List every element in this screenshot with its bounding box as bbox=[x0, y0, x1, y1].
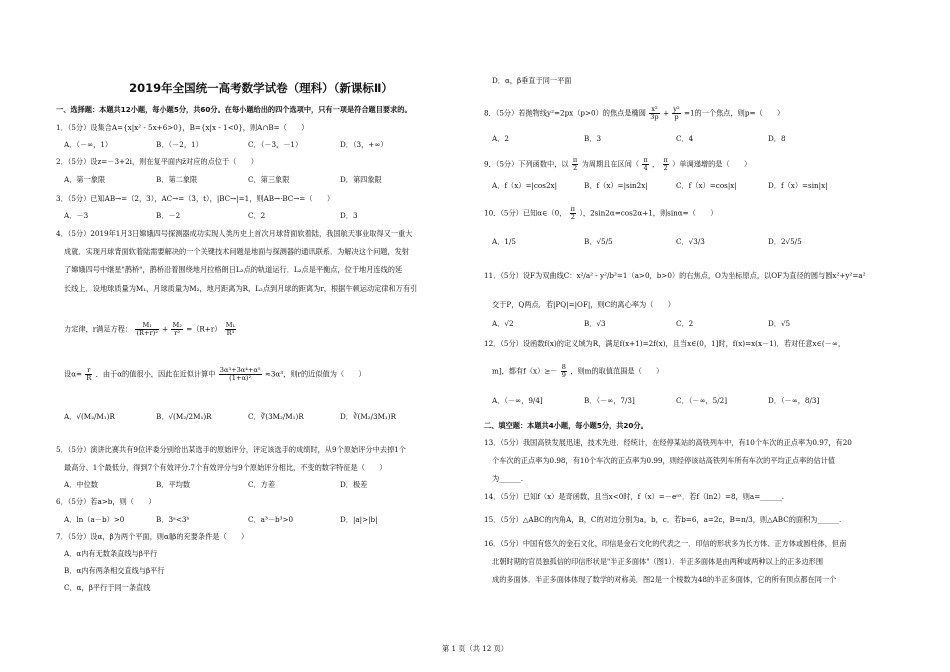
q12-option-c[interactable]: C．（－∞，5/2] bbox=[676, 396, 728, 405]
q3-option-b[interactable]: B．－2 bbox=[156, 211, 181, 220]
q7-option-b[interactable]: B．α内有两条相交直线与β平行 bbox=[64, 566, 165, 575]
q12-option-b[interactable]: B．（－∞，7/3] bbox=[584, 396, 635, 405]
q3-option-a[interactable]: A．－3 bbox=[64, 211, 89, 220]
q4-ratio-line bbox=[64, 367, 366, 382]
q4-ratio-mid: ．由于α的值很小，因此在近似计算中 bbox=[95, 369, 216, 379]
q8-option-d[interactable]: D．8 bbox=[768, 134, 786, 143]
q9-interval-end: $\frac{\pi}{2}$ bbox=[663, 156, 668, 172]
q12-line-2 bbox=[492, 364, 663, 379]
q9-stem-a: 9．（5分）下列函数中，以 bbox=[484, 159, 569, 169]
q10-stem-a: 10．（5分）已知α∈（0， bbox=[484, 208, 567, 218]
q2-option-c[interactable]: C．第三象限 bbox=[248, 175, 290, 184]
q15-stem: 15．（5分）△ABC的内角A，B，C的对边分别为a，b，c．若b=6，a=2c，B=π/3，则△ABC的面积为______. bbox=[484, 515, 842, 524]
q9-period-fraction: $\frac{\pi}{2}$ bbox=[572, 156, 578, 172]
q8-stem bbox=[484, 106, 784, 121]
q3-option-c[interactable]: C．2 bbox=[248, 211, 266, 220]
q8-ellipse-term-2: $\frac{\text{y²}}{p}$ bbox=[673, 105, 680, 121]
q4-line-4: 长线上．设地球质量为M₁，月球质量为M₂，地月距离为R，L₂点到月球的距离为r，根据牛顿运动定律和万有引 bbox=[64, 284, 418, 293]
q3-stem: 3．（5分）已知AB→=（2，3），AC→=（3，t），|BC→|=1，则AB→·BC→=（ ） bbox=[56, 194, 335, 203]
q13-line-1: 13．（5分）我国高铁发展迅速，技术先进．经统计，在经停某站的高铁列车中，有10个车次的正点率为0.97，有20 bbox=[484, 438, 852, 447]
q4-line-1: 4．（5分）2019年1月3日嫦娥四号探测器成功实现人类历史上首次月球背面软着陆，我国航天事业取得又一重大 bbox=[56, 229, 413, 238]
q7-option-a[interactable]: A．α内有无数条直线与β平行 bbox=[64, 549, 158, 558]
q16-line-2: 北朝时期的官员独孤信的印信形状是"半正多面体"（图1）．半正多面体是由两种或两种以上的正多边形围 bbox=[492, 557, 824, 566]
q1-option-a[interactable]: A．（－∞，1） bbox=[64, 140, 113, 149]
q4-term3-fraction: $\frac{\text{M₁}}{\text{R³}}$ bbox=[225, 321, 236, 337]
q1-option-c[interactable]: C．（－3，－1） bbox=[248, 140, 303, 149]
q11-option-d[interactable]: D．√5 bbox=[768, 319, 791, 328]
q4-approx-suffix: ≈3α³，则r的近似值为（ ） bbox=[264, 369, 366, 379]
q5-line-2: 最高分、1个最低分，得到7个有效评分.7个有效评分与9个原始评分相比，不变的数字特征是（ ） bbox=[64, 463, 387, 472]
q9-interval-start: $\frac{\pi}{4}$ bbox=[643, 156, 648, 172]
q10-option-d[interactable]: D．2√5/5 bbox=[768, 237, 802, 246]
q5-option-d[interactable]: D．极差 bbox=[340, 480, 368, 489]
q2-option-d[interactable]: D．第四象限 bbox=[340, 175, 382, 184]
q11-option-c[interactable]: C．2 bbox=[676, 319, 694, 328]
q10-interval-fraction: $\frac{\pi}{2}$ bbox=[570, 205, 576, 221]
q2-stem: 2．（5分）设z=－3+2i，则在复平面内z̄对应的点位于（ ） bbox=[56, 157, 258, 166]
q8-ellipse-term-1: $\frac{\text{x²}}{3p}$ bbox=[650, 105, 659, 121]
q6-option-b[interactable]: B．3ᵃ<3ᵇ bbox=[156, 515, 190, 524]
q10-option-c[interactable]: C．√3/3 bbox=[676, 237, 705, 246]
q9-stem-b: 为周期且在区间（ bbox=[581, 159, 640, 169]
q8-stem-b: =1的一个焦点，则p=（ ） bbox=[683, 108, 785, 118]
q8-option-b[interactable]: B．3 bbox=[584, 134, 602, 143]
q4-line-2: 成就．实现月球背面软着陆需要解决的一个关键技术问题是地面与探测器的通讯联系．为解决这个问题，发射 bbox=[64, 247, 410, 256]
page-footer: 第 1 页（共 12 页） bbox=[442, 644, 508, 653]
q9-stem-c: ）单调递增的是（ ） bbox=[672, 159, 752, 169]
q12-line-2-a: m]，都有f（x）≥－ bbox=[492, 366, 558, 376]
q4-plus: + bbox=[162, 324, 169, 334]
q5-option-a[interactable]: A．中位数 bbox=[64, 480, 98, 489]
q4-law-prefix: 力定律，r满足方程： bbox=[64, 324, 133, 334]
q4-ratio-fraction: $\frac{r}{R}$ bbox=[86, 366, 92, 382]
q9-option-a[interactable]: A．f（x）=|cos2x| bbox=[492, 181, 558, 190]
q7-option-d[interactable]: D．α，β垂直于同一平面 bbox=[492, 76, 572, 85]
q12-option-a[interactable]: A．（－∞，9/4] bbox=[492, 396, 543, 405]
q9-option-c[interactable]: C．f（x）=cos|x| bbox=[676, 181, 737, 190]
q12-bound-fraction: $\frac{8}{9}$ bbox=[561, 363, 566, 379]
q8-option-a[interactable]: A．2 bbox=[492, 134, 509, 143]
q12-option-d[interactable]: D．（－∞，8/3] bbox=[768, 396, 820, 405]
q9-option-b[interactable]: B．f（x）=|sin2x| bbox=[584, 181, 648, 190]
q8-plus: + bbox=[662, 108, 669, 118]
q12-line-2-b: ，则m的取值范围是（ ） bbox=[570, 366, 664, 376]
q4-equals-part: =（R+r） bbox=[186, 324, 222, 334]
q10-stem bbox=[484, 206, 717, 221]
q10-option-b[interactable]: B．√5/5 bbox=[584, 237, 613, 246]
q4-term1-fraction: $\frac{\text{M₁}}{\text{(R+r)²}}$ bbox=[136, 321, 158, 337]
q2-option-a[interactable]: A．第一象限 bbox=[64, 175, 106, 184]
q13-line-2: 个车次的正点率为0.98，有10个车次的正点率为0.99，则经停该站高铁列车所有车次的平均正点率的估计值 bbox=[492, 456, 836, 465]
section-2-heading: 二、填空题：本题共4小题，每小题5分，共20分。 bbox=[484, 421, 648, 430]
q1-option-d[interactable]: D．（3，+∞） bbox=[340, 140, 388, 149]
q9-comma: ， bbox=[652, 159, 660, 169]
q4-line-3: 了嫦娥四号中继星"鹊桥"，鹊桥沿着围绕地月拉格朗日L₂点的轨道运行．L₂点是平衡点，位于地月连线的延 bbox=[64, 265, 403, 274]
q7-option-c[interactable]: C．α，β平行于同一条直线 bbox=[64, 583, 151, 592]
q3-option-d[interactable]: D．3 bbox=[340, 211, 358, 220]
q12-line-1: 12．（5分）设函数f(x)的定义域为R，满足f(x+1)=2f(x)，且当x∈(0，1]时，f(x)=x(x－1)．若对任意x∈(－∞， bbox=[484, 339, 846, 348]
q13-line-3: 为______. bbox=[492, 474, 524, 483]
q5-option-b[interactable]: B．平均数 bbox=[156, 480, 191, 489]
q4-option-a[interactable]: A．√(M₂/M₁)R bbox=[64, 412, 115, 421]
q9-option-d[interactable]: D．f（x）=sin|x| bbox=[768, 181, 828, 190]
q2-option-b[interactable]: B．第二象限 bbox=[156, 175, 198, 184]
q6-option-d[interactable]: D．|a|>|b| bbox=[340, 515, 378, 524]
q6-stem: 6．（5分）若a>b，则（ ） bbox=[56, 497, 156, 506]
q11-line-2: 交于P，Q两点．若|PQ|=|OF|，则C的离心率为（ ） bbox=[492, 300, 675, 309]
q4-approx-fraction: $\frac{\text{3α³+3α⁴+α⁵}}{\text{(1+α)²}}$ bbox=[219, 366, 261, 382]
q7-stem: 7．（5分）设α，β为两个平面，则α∥β的充要条件是（ ） bbox=[56, 532, 249, 541]
section-1-instructions: 一、选择题：本题共12小题，每小题5分，共60分。在每小题给出的四个选项中，只有一项是符合题目要求的。 bbox=[56, 105, 412, 114]
q6-option-a[interactable]: A．ln（a－b）>0 bbox=[64, 515, 125, 524]
q4-ratio-prefix: 设α= bbox=[64, 369, 83, 379]
q6-option-c[interactable]: C．a³－b³>0 bbox=[248, 515, 294, 524]
q14-stem: 14．（5分）已知f（x）是奇函数，且当x<0时，f（x）=－eᵃˣ．若f（ln2）=8，则a=______. bbox=[484, 492, 785, 501]
q8-stem-a: 8．（5分）若抛物线y²=2px（p>0）的焦点是椭圆 bbox=[484, 108, 646, 118]
q11-option-a[interactable]: A．√2 bbox=[492, 319, 514, 328]
q8-option-c[interactable]: C．4 bbox=[676, 134, 694, 143]
q4-term2-fraction: $\frac{\text{M₂}}{\text{r²}}$ bbox=[172, 321, 182, 337]
q10-option-a[interactable]: A．1/5 bbox=[492, 237, 516, 246]
q4-option-b[interactable]: B．√(M₂/2M₁)R bbox=[156, 412, 212, 421]
q1-option-b[interactable]: B．（－2，1） bbox=[156, 140, 203, 149]
q5-option-c[interactable]: C．方差 bbox=[248, 480, 276, 489]
q4-equation-line bbox=[64, 322, 237, 337]
q10-stem-b: ），2sin2α=cos2α+1，则sinα=（ ） bbox=[579, 208, 718, 218]
q4-option-c[interactable]: C．∛(3M₂/M₁)R bbox=[248, 412, 304, 421]
exam-title: 2019年全国统一高考数学试卷（理科）（新课标Ⅱ） bbox=[129, 81, 393, 95]
q11-line-1: 11．（5分）设F为双曲线C：x²/a² - y²/b²=1（a>0，b>0）的右焦点，O为坐标原点，以OF为直径的圆与圆x²+y²=a² bbox=[484, 271, 866, 280]
q5-line-1: 5．（5分）演讲比赛共有9位评委分别给出某选手的原始评分，评定该选手的成绩时，从9个原始评分中去掉1个 bbox=[56, 445, 406, 454]
q16-line-3: 成的多面体．半正多面体体现了数学的对称美．图2是一个棱数为48的半正多面体，它的所有顶点都在同一个 bbox=[492, 575, 837, 584]
q4-option-d[interactable]: D．∛(M₂/3M₁)R bbox=[340, 412, 397, 421]
q16-line-1: 16．（5分）中国有悠久的金石文化，印信是金石文化的代表之一．印信的形状多为长方体、正方体或圆柱体，但南 bbox=[484, 539, 847, 548]
q1-stem: 1．（5分）设集合A={x|x² - 5x+6>0}，B={x|x - 1<0}，则A∩B=（ ） bbox=[56, 123, 309, 132]
q11-option-b[interactable]: B．√3 bbox=[584, 319, 606, 328]
q9-stem bbox=[484, 157, 751, 172]
